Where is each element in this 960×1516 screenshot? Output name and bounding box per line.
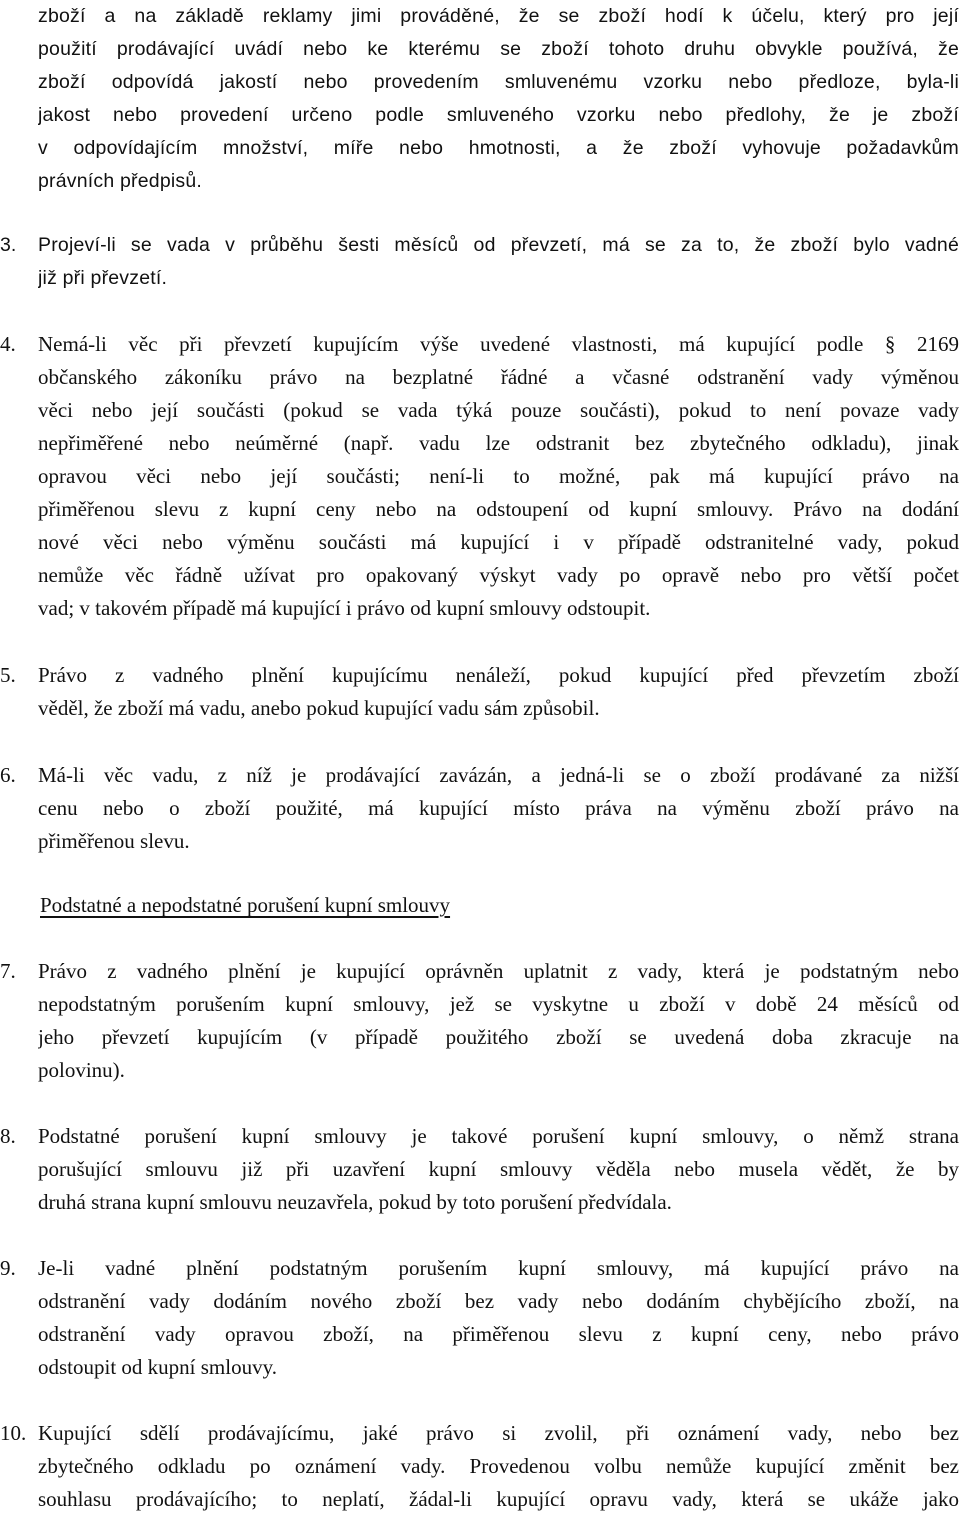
- text-line: Kupující sdělí prodávajícímu, jaké právo si zvolil, při oznámení vady, nebo bez: [38, 1421, 959, 1445]
- text-line: jeho převzetí kupujícím (v případě použitého zboží se uvedená doba zkracuje na: [38, 1025, 959, 1049]
- text-line: věděl, že zboží má vadu, anebo pokud kupující vadu sám způsobil.: [38, 696, 600, 720]
- text-line: v odpovídajícím množství, míře nebo hmotnosti, a že zboží vyhovuje požadavkům: [38, 137, 959, 159]
- text-line: použití prodávající uvádí nebo ke kterému se zboží tohoto druhu obvykle používá, že: [38, 38, 959, 60]
- text-line: Je-li vadné plnění podstatným porušením kupní smlouvy, má kupující právo na: [38, 1256, 959, 1280]
- text-line: již při převzetí.: [38, 267, 168, 289]
- text-line: Projeví-li se vada v průběhu šesti měsíců od převzetí, má se za to, že zboží bylo vadné: [38, 234, 959, 256]
- text-line: nové věci nebo výměnu součásti má kupující i v případě odstranitelné vady, pokud: [38, 530, 959, 554]
- text-line: právních předpisů.: [38, 170, 203, 192]
- text-line: druhá strana kupní smlouvu neuzavřela, pokud by toto porušení předvídala.: [38, 1190, 672, 1214]
- text-line: Má-li věc vadu, z níž je prodávající zavázán, a jedná-li se o zboží prodávané za nižší: [38, 763, 959, 787]
- text-line: Právo z vadného plnění kupujícímu nenáleží, pokud kupující před převzetím zboží: [38, 663, 959, 687]
- paragraph-number: 5.: [0, 663, 16, 687]
- paragraph-number: 7.: [0, 959, 16, 983]
- text-line: zboží a na základě reklamy jimi prováděné, že se zboží hodí k účelu, který pro její: [38, 5, 959, 27]
- section-heading: Podstatné a nepodstatné porušení kupní smlouvy: [40, 893, 451, 917]
- text-line: nepřiměřené nebo neúměrné (např. vadu lze odstranit bez zbytečného odkladu), jinak: [38, 431, 959, 455]
- text-line: jakost nebo provedení určeno podle smluveného vzorku nebo předlohy, že je zboží: [38, 104, 959, 126]
- text-line: občanského zákoníku právo na bezplatné řádné a včasné odstranění vady výměnou: [38, 365, 959, 389]
- text-line: nemůže věc řádně užívat pro opakovaný výskyt vady po opravě nebo pro větší počet: [38, 563, 959, 587]
- text-line: odstranění vady opravou zboží, na přiměřenou slevu z kupní ceny, nebo právo: [38, 1322, 959, 1346]
- paragraph-number: 9.: [0, 1256, 16, 1280]
- text-line: souhlasu prodávajícího; to neplatí, žádal-li kupující opravu vady, která se ukáže jako: [38, 1487, 959, 1511]
- text-line: opravou věci nebo její součásti; není-li to možné, pak má kupující právo na: [38, 464, 959, 488]
- text-line: odstranění vady dodáním nového zboží bez vady nebo dodáním chybějícího zboží, na: [38, 1289, 959, 1313]
- text-line: zboží odpovídá jakostí nebo provedením smluvenému vzorku nebo předloze, byla-li: [38, 71, 959, 93]
- paragraph-number: 8.: [0, 1124, 16, 1148]
- text-line: přiměřenou slevu z kupní ceny nebo na odstoupení od kupní smlouvy. Právo na dodání: [38, 497, 959, 521]
- paragraph-number: 3.: [0, 234, 17, 256]
- text-line: nepodstatným porušením kupní smlouvy, jež se vyskytne u zboží v době 24 měsíců od: [38, 992, 959, 1016]
- text-line: Nemá-li věc při převzetí kupujícím výše uvedené vlastnosti, má kupující podle § 2169: [38, 332, 959, 356]
- text-line: polovinu).: [38, 1058, 125, 1082]
- paragraph-number: 10.: [0, 1421, 27, 1445]
- text-line: cenu nebo o zboží použité, má kupující místo práva na výměnu zboží právo na: [38, 796, 959, 820]
- text-line: Právo z vadného plnění je kupující oprávněn uplatnit z vady, která je podstatným nebo: [38, 959, 959, 983]
- text-line: zbytečného odkladu po oznámení vady. Provedenou volbu nemůže kupující změnit bez: [38, 1454, 959, 1478]
- text-line: odstoupit od kupní smlouvy.: [38, 1355, 277, 1379]
- paragraph-number: 4.: [0, 332, 16, 356]
- text-line: přiměřenou slevu.: [38, 829, 190, 853]
- text-line: vad; v takovém případě má kupující i právo od kupní smlouvy odstoupit.: [38, 596, 651, 620]
- paragraph-number: 6.: [0, 763, 16, 787]
- text-line: porušující smlouvu již při uzavření kupní smlouvy věděla nebo musela vědět, že by: [38, 1157, 959, 1181]
- text-line: Podstatné porušení kupní smlouvy je takové porušení kupní smlouvy, o němž strana: [38, 1124, 959, 1148]
- text-line: věci nebo její součásti (pokud se vada týká pouze součásti), pokud to není povaze vady: [38, 398, 959, 422]
